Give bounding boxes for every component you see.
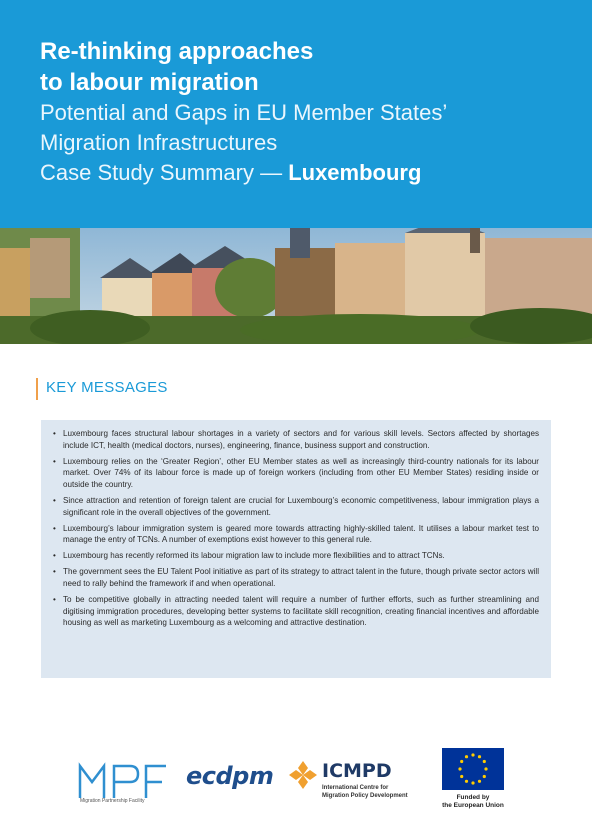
key-message-item: • Luxembourg relies on the ‘Greater Region’, other EU Member states as well as increasingly third-country nationals for its labour market. Over 74% of its labour force is made up of foreign workers (including from other EU Member States) residing inside or outside the country. (53, 456, 539, 491)
key-message-item: • Luxembourg has recently reformed its labour migration law to include more flexibilities and to attract TCNs. (53, 550, 539, 562)
icmpd-logo-icon (288, 760, 318, 790)
title-line-2: to labour migration (40, 69, 259, 96)
key-message-item: • Since attraction and retention of foreign talent are crucial for Luxembourg’s economic competitiveness, labour immigration plays a significant role in the overall objectives of the government. (53, 495, 539, 518)
key-message-item: • To be competitive globally in attracting needed talent will require a number of further efforts, such as further streamlining and digitising immigration procedures, developing better systems to facilitate skill recognition, creating financial incentives and affordable housing as well as marketing Luxembourg as a welcoming and attractive destination. (53, 594, 539, 629)
subtitle-country: Luxembourg (288, 160, 422, 185)
icmpd-logo-text: ICMPD (322, 760, 392, 782)
subtitle-line-2: Migration Infrastructures (40, 130, 278, 155)
key-messages-box (41, 420, 551, 678)
icmpd-caption: International Centre for Migration Policy Development (322, 785, 408, 799)
subtitle-line-3 (40, 158, 572, 188)
key-messages-heading: KEY MESSAGES (36, 378, 168, 400)
mpf-caption: Migration Partnership Facility (80, 798, 145, 804)
luxembourg-city-photo (0, 228, 592, 344)
key-message-item: • Luxembourg’s labour immigration system is geared more towards attracting highly-skilled talent. It utilises a labour market test to manage the entry of TCNs. A number of exemptions exist however to this general rule. (53, 523, 539, 546)
eu-flag-icon (442, 748, 504, 790)
key-message-item: • The government sees the EU Talent Pool initiative as part of its strategy to attract talent in the future, though private sector actors will need to rally behind the framework if and when operational. (53, 566, 539, 589)
partner-logos (0, 740, 592, 830)
subtitle-line-1: Potential and Gaps in EU Member States’ (40, 100, 448, 125)
key-message-item: • Luxembourg faces structural labour shortages in a variety of sectors and for various skill levels. Sectors affected by shortages include ICT, health (medical doctors, nurses), engineering, finance, business support and construction. (53, 428, 539, 451)
mpf-logo (78, 762, 168, 802)
key-messages-list (53, 428, 539, 629)
ecdpm-logo: ecdpm (186, 762, 274, 790)
cover-header (0, 0, 592, 228)
title-line-1: Re-thinking approaches (40, 38, 314, 65)
eu-caption: Funded by the European Union (442, 794, 504, 809)
subtitle-prefix: Case Study Summary — (40, 160, 289, 185)
